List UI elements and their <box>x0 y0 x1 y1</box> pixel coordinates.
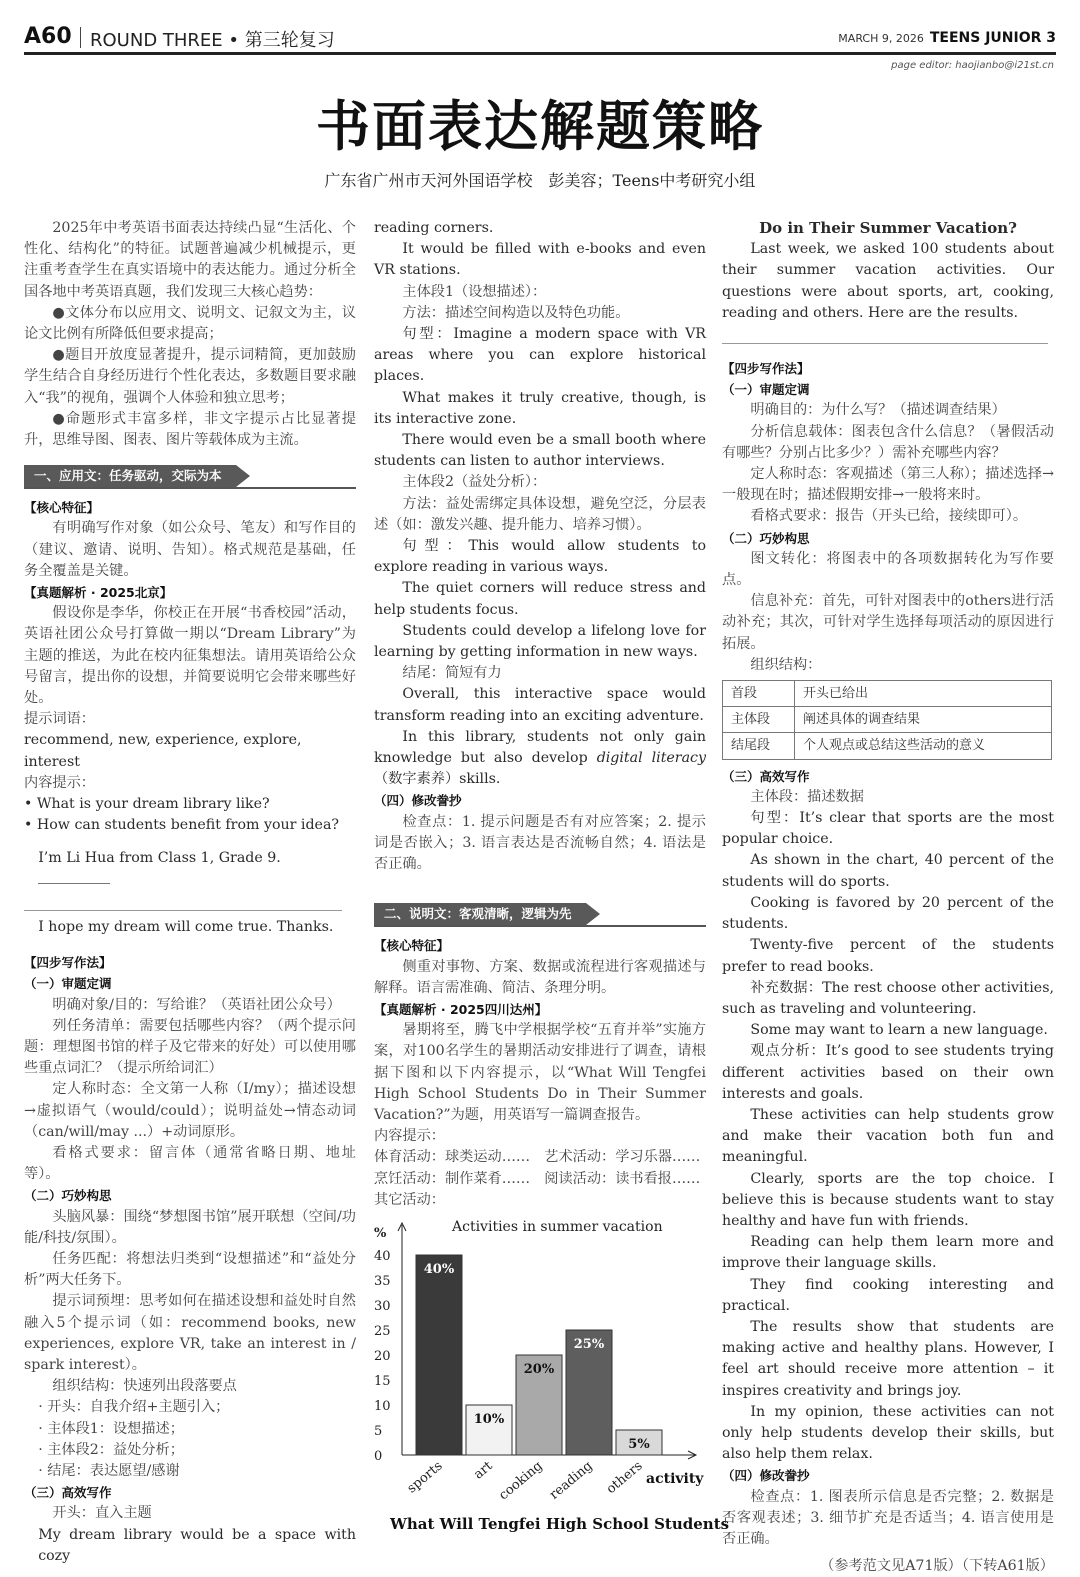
step-1-tag-2: （一）审题定调 <box>722 382 810 398</box>
data-label-sports: 40% <box>423 1261 455 1277</box>
masthead-right <box>838 30 1056 46</box>
step-3-b: My dream library would be a space with cozy <box>38 1526 356 1564</box>
trend-2: ●题目开放度显著提升，提示词精简，更加鼓励学生结合自身经历进行个性化表达，多数题目要求融入“我”的视角，强调个人体验和独立思考； <box>24 347 356 406</box>
sample-s3h: 观点分析：It’s good to see students trying different activities based on their own interests and goals. <box>722 1043 1054 1102</box>
y-tick-label: 10 <box>374 1398 391 1414</box>
table-cell: 主体段 <box>723 707 795 733</box>
exam-prompt: 假设你是李华，你校正在开展“书香校园”活动，英语社团公众号打算做一期以“Dream Library”为主题的推送，为此在校内征集想法。请用英语给公众号留言，提出你的设想，并简要说明它会带来哪些好处。 <box>24 605 356 707</box>
page-number: A60 <box>24 24 72 49</box>
hint-label: 提示词语： <box>24 711 95 728</box>
outline-4: · 结尾：表达愿望/感谢 <box>38 1462 180 1479</box>
sample-c8 <box>374 727 706 791</box>
x-tick-label-cooking: cooking <box>496 1458 546 1504</box>
article-byline: 广东省广州市天河外国语学校 彭美容；Teens中考研究小组 <box>324 171 756 190</box>
sample-s3e: Twenty-five percent of the students prefer to read books. <box>722 937 1054 975</box>
sample-b4: What makes it truly creative, though, is its interactive zone. <box>374 389 706 427</box>
step-3-a: 开头：直入主题 <box>52 1505 152 1522</box>
question-1: • What is your dream library like? <box>24 796 270 813</box>
sample-c4: The quiet corners will reduce stress and help students focus. <box>374 580 706 618</box>
y-tick-label: 30 <box>374 1298 391 1314</box>
activities-chart <box>374 1218 730 1537</box>
body-2-method: 方法：益处需绑定具体设想，避免空泛，分层表述（如：激发兴趣、提升能力、培养习惯）。 <box>374 495 706 533</box>
data-label-art: 10% <box>473 1411 505 1427</box>
section-band-2-label: 二、说明文：客观清晰，逻辑为先 <box>374 903 586 925</box>
bar-sports <box>416 1255 462 1455</box>
section-band-2 <box>374 903 706 927</box>
step-2-b: 任务匹配：将想法归类到“设想描述”和“益处分析”两大任务下。 <box>24 1250 356 1289</box>
sample-s3n: In my opinion, these activities can not only help students develop their skills, but also help them relax. <box>722 1403 1054 1463</box>
masthead-rule <box>24 52 1056 55</box>
sample-c8-c: （数字素养）skills. <box>374 771 501 788</box>
sample-s3k: Reading can help them learn more and improve their language skills. <box>722 1234 1054 1272</box>
hint-line-1: 体育活动：球类运动…… 艺术活动：学习乐器…… <box>374 1149 701 1166</box>
step-1-tag: （一）审题定调 <box>24 976 112 992</box>
column-3 <box>722 218 1054 1577</box>
masthead <box>24 24 1056 54</box>
y-tick-label: 5 <box>374 1423 383 1439</box>
step-2-d: 组织结构：快速列出段落要点 <box>52 1378 237 1395</box>
page-editor: page editor: haojianbo@i21st.cn <box>891 60 1054 71</box>
table-cell: 个人观点或总结这些活动的意义 <box>795 733 1052 759</box>
step-1-c-2: 定人称时态：客观描述（第三人称）；描述选择→一般现在时；描述假期安排→一般将来时。 <box>722 466 1054 504</box>
step-3-tag-2: （三）高效写作 <box>722 768 810 784</box>
article-title: 书面表达解题策略 <box>316 95 764 158</box>
step-2-tag-2: （二）巧妙构思 <box>722 530 810 546</box>
step-1-d: 看格式要求：留言体（通常省略日期、地址等）。 <box>24 1144 356 1183</box>
data-label-reading: 25% <box>573 1336 605 1352</box>
body-1-method: 方法：描述空间构造以及特色功能。 <box>402 304 630 321</box>
sample-a1: reading corners. <box>374 220 494 236</box>
sample-c8-a: In this library, students not only gain knowledge but also develop <box>374 728 706 767</box>
sample-s3c: As shown in the chart, 40 percent of the students will do sports. <box>722 852 1054 890</box>
table-cell: 阐述具体的调查结果 <box>795 707 1052 733</box>
body-2-pattern: 句型：This would allow students to explore reading in various ways. <box>374 538 706 576</box>
section-band-1 <box>24 465 356 489</box>
section-band-1-label: 一、应用文：任务驱动，交际为本 <box>24 465 236 487</box>
outline-1: · 开头：自我介绍+主题引入； <box>38 1399 230 1416</box>
column-1 <box>24 218 356 1567</box>
x-tick-label-sports: sports <box>404 1458 446 1497</box>
step-1-a-2: 明确目的：为什么写？（描述调查结果） <box>750 402 1006 419</box>
step-4-text-2: 检查点：1. 图表所示信息是否完整；2. 数据是否客观表述；3. 细节扩充是否适当；4. 语言使用是否正确。 <box>722 1488 1054 1547</box>
step-2-a: 头脑风暴：围绕“梦想图书馆”展开联想（空间/功能/科技/氛围）。 <box>24 1208 356 1246</box>
y-tick-label: 35 <box>374 1273 391 1289</box>
sample-s3d: Cooking is favored by 20 percent of the students. <box>722 894 1054 933</box>
exam-tag-2: 【真题解析 · 2025四川达州】 <box>374 1001 548 1017</box>
hint-words: recommend, new, experience, explore, interest <box>24 732 302 770</box>
masthead-divider <box>80 27 81 48</box>
table-cell: 结尾段 <box>723 733 795 759</box>
step-1-b: 列任务清单：需要包括哪些内容？（两个提示问题：理想图书馆的样子及它带来的好处）可以使用哪些重点词汇？（提示所给词汇） <box>24 1017 356 1077</box>
y-tick-label: 15 <box>374 1373 391 1389</box>
step-1-a: 明确对象/目的：写给谁？（英语社团公众号） <box>52 996 341 1013</box>
sample-c5: Students could develop a lifelong love for learning by getting information in new ways. <box>374 622 706 661</box>
step-2-tag: （二）巧妙构思 <box>24 1188 112 1204</box>
core-feature-text: 有明确写作对象（如公众号、笔友）和写作目的（建议、邀请、说明、告知）。格式规范是基础，任务全覆盖是关键。 <box>24 520 356 579</box>
reference-note: （参考范文见A71版）（下转A61版） <box>820 1558 1054 1575</box>
step-2-c: 提示词预埋：思考如何在描述设想和益处时自然融入5个提示词（如：recommend books, new experiences, explore VR, take an interest in / spark interest）。 <box>24 1293 356 1373</box>
table-row <box>723 733 1052 759</box>
sample-a2: It would be filled with e-books and even VR stations. <box>374 241 706 279</box>
x-axis-label: activity <box>646 1470 704 1487</box>
step-3-b-2: 句型：It’s clear that sports are the most popular choice. <box>722 810 1054 848</box>
essay-title-a: What Will Tengfei High School Students <box>390 1514 730 1533</box>
body-1-label: 主体段1（设想描述）： <box>402 283 547 300</box>
trend-3: ●命题形式丰富多样，非文字提示占比显著提升，思维导图、图表、图片等载体成为主流。 <box>24 410 356 449</box>
essay-opening <box>24 848 356 890</box>
issue-date: MARCH 9, 2026 <box>838 32 924 45</box>
steps-tag: 【四步写作法】 <box>24 955 112 971</box>
sample-s3j: Clearly, sports are the top choice. I believe this is because students want to stay healthy and have fun with friends. <box>722 1170 1054 1229</box>
step-2-b-2: 信息补充：首先，可针对图表中的others进行活动补充；其次，可针对学生选择每项活动的原因进行拓展。 <box>722 593 1054 652</box>
ending-label: 结尾：简短有力 <box>402 665 502 682</box>
step-3-a-2: 主体段：描述数据 <box>750 788 864 805</box>
sample-c8-term: digital literacy <box>596 750 706 767</box>
question-2: • How can students benefit from your idea? <box>24 817 340 834</box>
hint-line-2: 烹饪活动：制作菜肴…… 阅读活动：读书看报…… <box>374 1170 701 1187</box>
step-1-c: 定人称时态：全文第一人称（I/my）；描述设想→虚拟语气（would/could）；说明益处→情态动词（can/will/may ...）+动词原形。 <box>24 1081 356 1140</box>
core-feature-tag: 【核心特征】 <box>24 500 100 516</box>
essay-closing: I hope my dream will come true. Thanks. <box>38 918 334 935</box>
sample-s3f: 补充数据：The rest choose other activities, such as traveling and volunteering. <box>722 979 1054 1017</box>
table-cell: 首段 <box>723 681 795 707</box>
answer-blank <box>38 870 110 884</box>
y-tick-label: 40 <box>374 1248 391 1264</box>
paper-name: TEENS JUNIOR 3 <box>929 30 1056 46</box>
answer-line-2 <box>722 324 1048 344</box>
y-tick-label: 20 <box>374 1348 391 1364</box>
core-feature-tag-2: 【核心特征】 <box>374 938 450 954</box>
y-axis-label: % <box>374 1225 387 1241</box>
content-label: 内容提示： <box>24 774 95 791</box>
core-feature-text-2: 侧重对事物、方案、数据或流程进行客观描述与解释。语言需准确、简洁、条理分明。 <box>374 958 706 996</box>
step-1-b-2: 分析信息载体：图表包含什么信息？（暑假活动有哪些？分别占比多少？）需补充哪些内容？ <box>722 423 1054 461</box>
step-4-tag-2: （四）修改誊抄 <box>722 1468 810 1484</box>
y-tick-label: 0 <box>374 1448 383 1464</box>
essay-title-b: Do in Their Summer Vacation? <box>759 219 1017 237</box>
table-row <box>723 707 1052 733</box>
steps-tag-2: 【四步写作法】 <box>722 361 810 377</box>
answer-line <box>24 891 342 911</box>
table-cell: 开头已给出 <box>795 681 1052 707</box>
content-label-2: 内容提示： <box>374 1128 445 1145</box>
body-2-label: 主体段2（益处分析）： <box>402 474 547 491</box>
column-2 <box>374 218 730 1537</box>
x-tick-label-reading: reading <box>546 1458 596 1503</box>
hint-line-3: 其它活动： <box>374 1191 445 1208</box>
sample-s3g: Some may want to learn a new language. <box>750 1022 1048 1039</box>
sample-s3i: These activities can help students grow and make their vacation both fun and meaningful. <box>722 1106 1054 1166</box>
table-row <box>723 681 1052 707</box>
x-tick-label-art: art <box>471 1458 496 1483</box>
essay-opening-text: I’m Li Hua from Class 1, Grade 9. <box>38 850 281 867</box>
outline-3: · 主体段2：益处分析； <box>38 1441 184 1458</box>
outline-2: · 主体段1：设想描述； <box>38 1420 184 1437</box>
body-1-pattern: 句型：Imagine a modern space with VR areas where you can explore historical places. <box>374 326 706 385</box>
x-tick-label-others: others <box>603 1458 646 1498</box>
intro-paragraph: 2025年中考英语书面表达持续凸显“生活化、个性化、结构化”的特征。试题普遍减少机械提示，更注重考查学生在真实语境中的表达能力。通过分析全国各地中考英语真题，我们发现三大核心趋势： <box>24 220 356 300</box>
activities-chart-svg <box>374 1218 730 1537</box>
data-label-others: 5% <box>628 1436 650 1452</box>
step-2-a-2: 图文转化：将图表中的各项数据转化为写作要点。 <box>722 550 1054 589</box>
trend-1: ●文体分布以应用文、说明文、记叙文为主，议论文比例有所降低但要求提高； <box>24 304 356 343</box>
y-tick-label: 25 <box>374 1323 391 1339</box>
step-4-text: 检查点：1. 提示问题是否有对应答案；2. 提示词是否嵌入；3. 语言表达是否流畅自然；4. 语法是否正确。 <box>374 813 706 873</box>
step-3-tag: （三）高效写作 <box>24 1485 112 1501</box>
exam-prompt-2: 暑期将至，腾飞中学根据学校“五育并举”实施方案，对100名学生的暑期活动安排进行了调查，请根据下图和以下内容提示，以“What Will Tengfei High School Students Do in Their Summer Vacation?”为题，用英语写一篇调查报告。 <box>374 1022 706 1123</box>
exam-tag: 【真题解析 · 2025北京】 <box>24 585 173 601</box>
sample-c7: Overall, this interactive space would transform reading into an exciting adventure. <box>374 686 706 724</box>
sample-b5: There would even be a small booth where students can listen to author interviews. <box>374 432 706 470</box>
chart-title: Activities in summer vacation <box>452 1218 663 1235</box>
essay-opening-2: Last week, we asked 100 students about their summer vacation activities. Our questions were about sports, art, cooking, reading and others. Here are the results. <box>722 241 1054 321</box>
step-4-tag: （四）修改誊抄 <box>374 793 462 809</box>
step-2-c-2: 组织结构： <box>750 656 822 673</box>
step-1-d-2: 看格式要求：报告（开头已给，接续即可）。 <box>750 508 1028 525</box>
structure-table <box>722 680 1052 760</box>
section-label: ROUND THREE • 第三轮复习 <box>90 30 335 51</box>
data-label-cooking: 20% <box>523 1361 555 1377</box>
sample-s3m: The results show that students are making active and healthy plans. However, I feel art should receive more attention – it inspires creativity and brings joy. <box>722 1318 1054 1399</box>
sample-s3l: They find cooking interesting and practical. <box>722 1276 1054 1314</box>
